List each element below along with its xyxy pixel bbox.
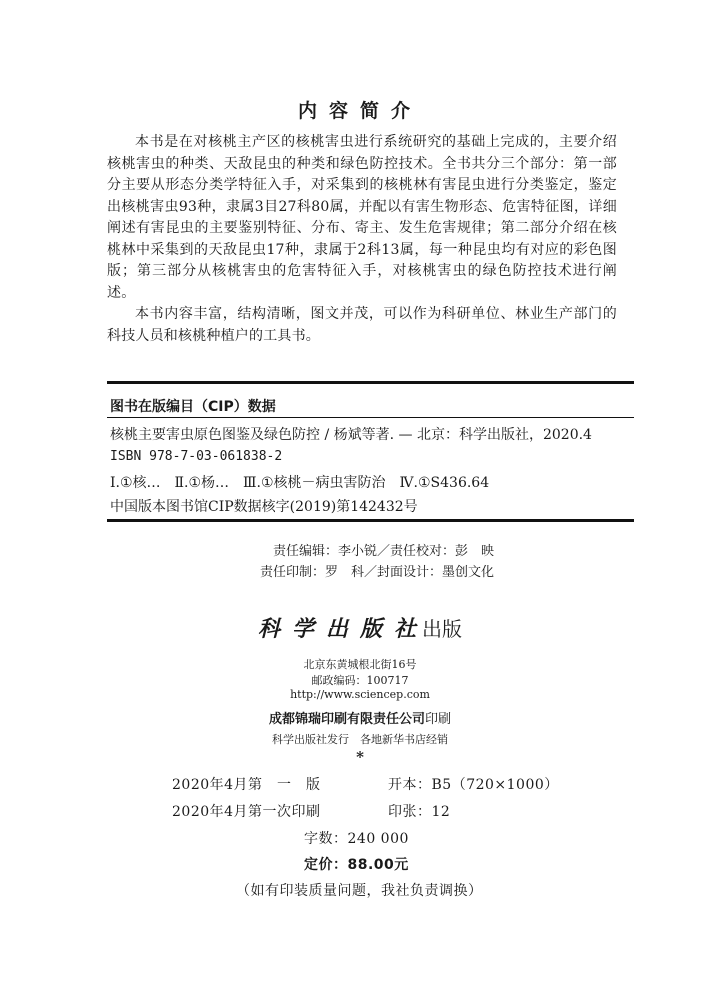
intro-paragraph: 本书内容丰富，结构清晰，图文并茂，可以作为科研单位、林业生产部门的科技人员和核桃种植户的工具书。 (107, 306, 617, 344)
publisher-postcode: 邮政编码：100717 (311, 674, 409, 687)
cip-heading: 图书在版编目（CIP）数据 (110, 399, 276, 415)
cip-classification: Ⅰ.①核… Ⅱ.①杨… Ⅲ.①核桃－病虫害防治 Ⅳ.①S436.64 (110, 475, 490, 491)
cip-top-rule (107, 381, 634, 384)
cip-isbn: ISBN 978-7-03-061838-2 (110, 449, 283, 464)
publisher-line (0, 612, 720, 643)
printing-info: 2020年4月第一次印刷 (172, 804, 321, 820)
intro-paragraph: 本书是在对核桃主产区的核桃害虫进行系统研究的基础上完成的，主要介绍核桃害虫的种类、天敌昆虫的种类和绿色防控技术。全书共分三个部分：第一部分主要从形态分类学特征入手，对采集到的核桃林有害昆虫进行分类鉴定，鉴定出核桃害虫93种，隶属3目27科80属，并配以有害生物形态、危害特征图，详细阐述有害昆虫的主要鉴别特征、分布、寄主、发生危害规律；第二部分介绍在核桃林中采集到的天敌昆虫17种，隶属于2科13属，每一种昆虫均有对应的彩色图版；第三部分从核桃害虫的危害特征入手，对核桃害虫的绿色防控技术进行阐述。 (107, 134, 617, 301)
page-title: 内容简介 (297, 100, 422, 122)
publisher-suffix: 出版 (422, 617, 462, 641)
production-credits: 责任印制：罗 科／封面设计：墨创文化 (259, 565, 494, 580)
publisher-address: 北京东黄城根北街16号 (303, 658, 417, 671)
publisher-url: http://www.sciencep.com (290, 688, 430, 701)
editor-credits: 责任编辑：李小锐／责任校对：彭 映 (272, 544, 494, 559)
intro-section (107, 132, 617, 347)
word-count: 字数：240 000 (304, 831, 409, 847)
cip-bottom-rule (107, 519, 634, 522)
price: 定价：88.00元 (304, 857, 409, 873)
cip-record-number: 中国版本图书馆CIP数据核字(2019)第142432号 (110, 499, 418, 515)
cip-heading-rule (107, 417, 634, 418)
sheets-info: 印张：12 (388, 804, 451, 820)
printer-suffix: 印刷 (425, 712, 452, 727)
publisher-name: 科学出版社 (257, 616, 428, 642)
cip-record-line: 核桃主要害虫原色图鉴及绿色防控 / 杨斌等著. — 北京：科学出版社，2020.4 (110, 427, 592, 443)
separator-asterisk: * (356, 748, 364, 766)
edition-info: 2020年4月第 一 版 (172, 777, 321, 793)
quality-notice: （如有印装质量问题，我社负责调换） (236, 883, 483, 899)
printer-name: 成都锦瑞印刷有限责任公司 (268, 712, 425, 727)
printer-line (0, 708, 720, 727)
format-info: 开本：B5（720×1000） (388, 777, 559, 793)
distribution-note: 科学出版社发行 各地新华书店经销 (272, 733, 448, 746)
